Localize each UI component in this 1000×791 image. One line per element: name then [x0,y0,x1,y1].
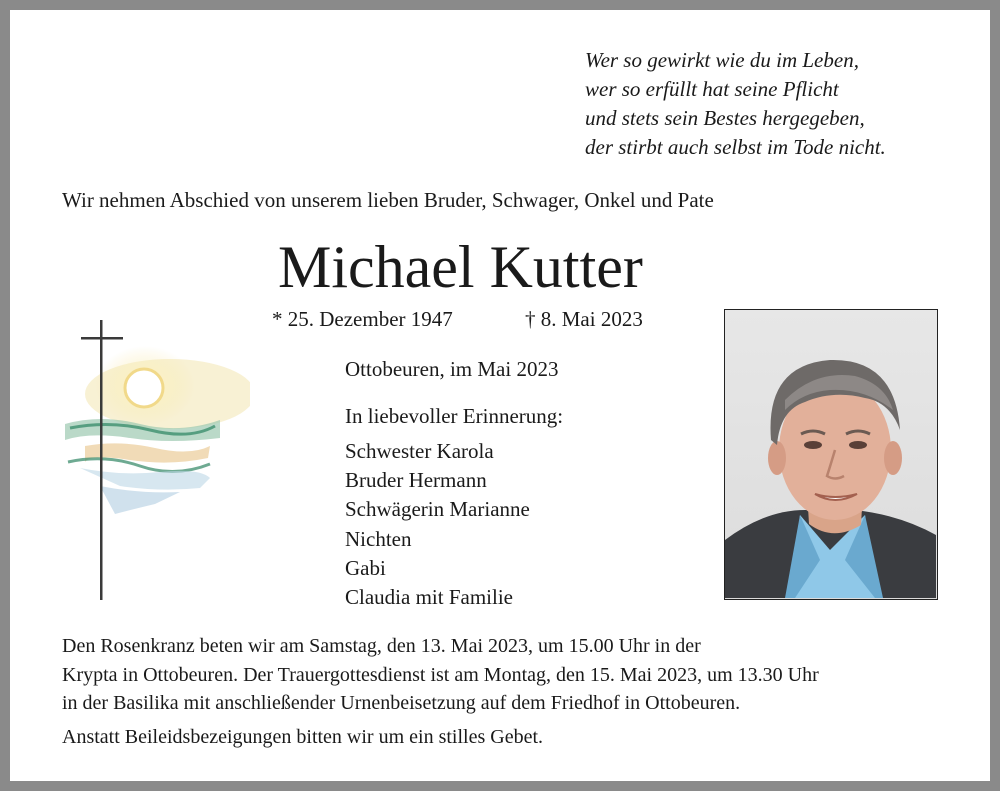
list-item: Schwester Karola [345,439,494,463]
list-item: Schwägerin Marianne [345,497,530,522]
birth-date: * 25. Dezember 1947 [272,307,453,331]
place-date: Ottobeuren, im Mai 2023 [345,357,559,381]
memory-heading: In liebevoller Erinnerung: [345,404,564,428]
closing-note: Anstatt Beileidsbezeigungen bitten wir um ein stilles Gebet. [62,726,544,748]
poem [585,46,886,162]
list-item: Bruder Hermann [345,468,487,493]
cross-icon [100,320,103,600]
death-date: † 8. Mai 2023 [525,307,643,331]
mourners-list [345,437,530,612]
poem-line: Wer so gewirkt wie du im Leben, [585,48,859,72]
service-line: Den Rosenkranz beten wir am Samstag, den 13. Mai 2023, um 15.00 Uhr in der [62,635,701,657]
list-item: Claudia mit Familie [345,585,513,610]
poem-line: wer so erfüllt hat seine Pflicht [585,77,839,101]
intro-text: Wir nehmen Abschied von unserem lieben Bruder, Schwager, Onkel und Pate [62,188,714,212]
deceased-name: Michael Kutter [278,234,643,300]
sun-icon [125,369,163,407]
list-item: Gabi [345,555,386,580]
service-line: in der Basilika mit anschließender Urnenbeisetzung auf dem Friedhof in Ottobeuren. [62,692,741,714]
list-item: Nichten [345,526,412,551]
poem-line: der stirbt auch selbst im Tode nicht. [585,135,886,159]
service-details [62,632,819,718]
cross-sunset-illustration [60,316,250,606]
portrait-photo [724,309,938,600]
service-line: Krypta in Ottobeuren. Der Trauergottesdienst ist am Montag, den 15. Mai 2023, um 13.30 Uhr [62,663,819,686]
poem-line: und stets sein Bestes hergegeben, [585,106,865,130]
